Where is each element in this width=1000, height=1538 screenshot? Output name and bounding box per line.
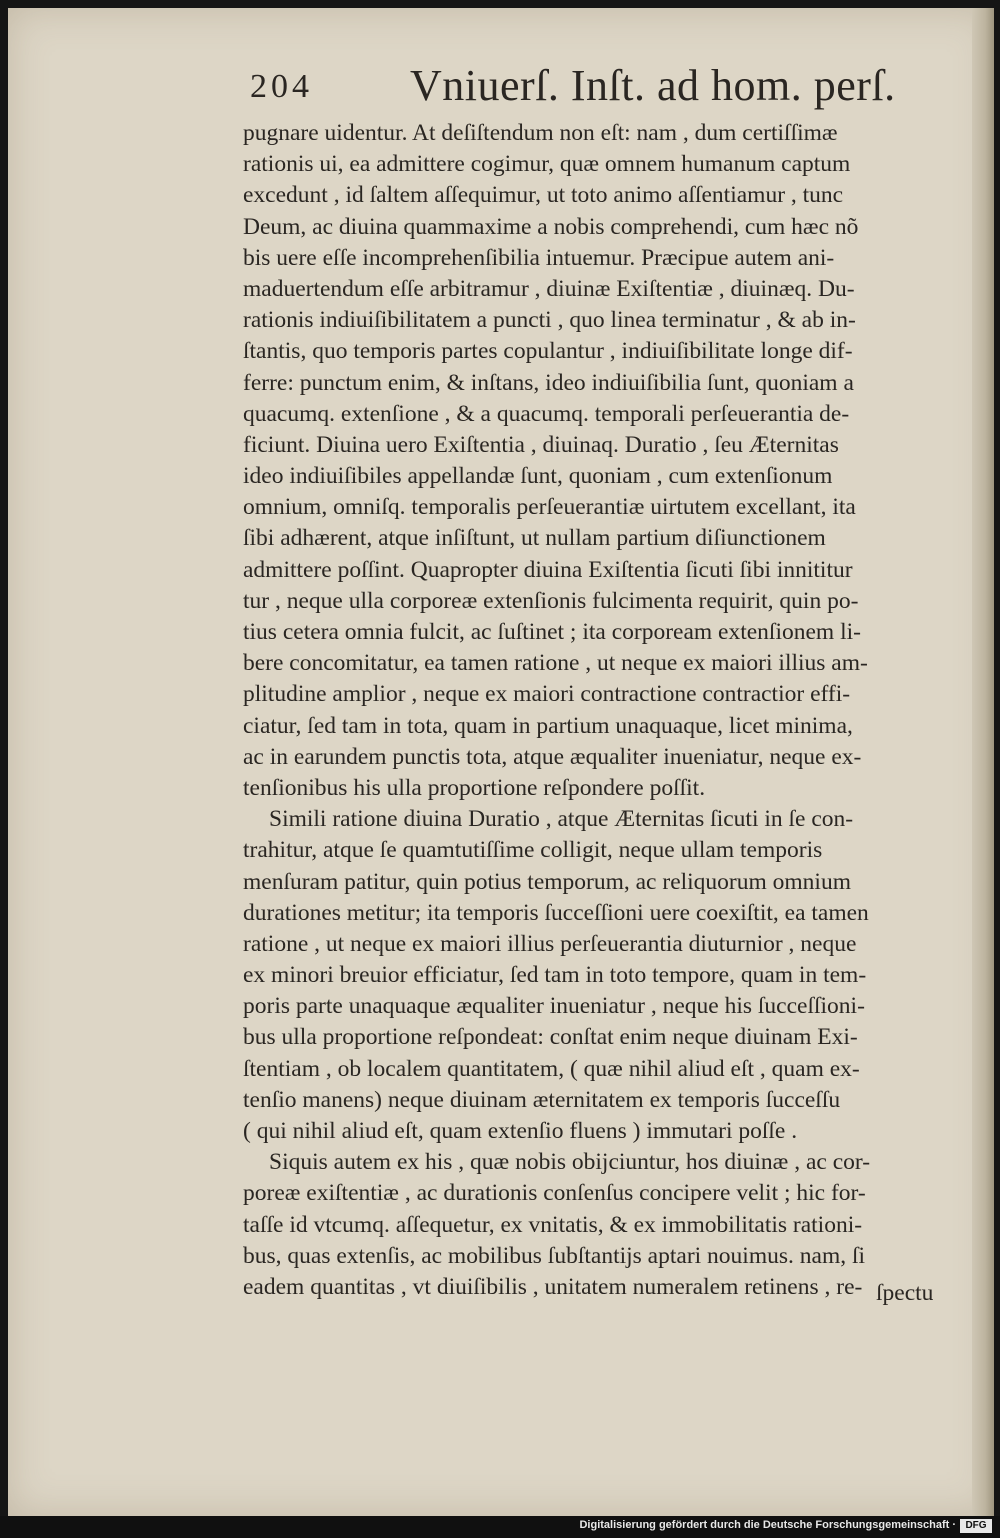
- text-line: omnium, omniſq. temporalis perſeuerantiæ uirtutem excellant, ita: [243, 494, 856, 521]
- text-line: tur , neque ulla corporeæ extenſionis fulcimenta requirit, quin po-: [243, 587, 859, 614]
- dfg-logo-icon: DFG: [960, 1519, 992, 1533]
- text-line: bus ulla proportione reſpondeat: conſtat enim neque diuinam Exi-: [243, 1024, 858, 1051]
- text-line: pugnare uidentur. At deſiſtendum non eſt: nam , dum certiſſimæ: [243, 120, 838, 146]
- text-line: maduertendum eſſe arbitramur , diuinæ Exiſtentiæ , diuinæq. Du-: [243, 275, 855, 302]
- text-line: ratione , ut neque ex maiori illius perſeuerantia diuturnior , neque: [243, 930, 857, 957]
- text-line: ficiunt. Diuina uero Exiſtentia , diuinaq. Duratio , ſeu Æternitas: [243, 431, 839, 458]
- text-line: plitudine amplior , neque ex maiori contractione contractior effi-: [243, 681, 851, 708]
- paragraph-start-line: Siquis autem ex his , quæ nobis obijciuntur, hos diuinæ , ac cor-: [269, 1149, 871, 1176]
- text-line: excedunt , id ſaltem aſſequimur, ut toto animo aſſentiamur , tunc: [243, 182, 844, 209]
- text-line: poris parte unaquaque æqualiter inueniatur , neque his ſucceſſioni-: [243, 993, 865, 1020]
- text-line: poreæ exiſtentiæ , ac durationis conſenſus concipere velit ; hic for-: [243, 1180, 866, 1207]
- text-line: rationis ui, ea admittere cogimur, quæ omnem humanum captum: [243, 151, 851, 178]
- text-line: ſtentiam , ob localem quantitatem, ( quæ nihil aliud eſt , quam ex-: [243, 1055, 860, 1082]
- text-line: quacumq. extenſione , & a quacumq. temporali perſeuerantia de-: [243, 400, 850, 427]
- page-number: 204: [250, 68, 313, 105]
- text-line: trahitur, atque ſe quamtutiſſime colligit, neque ullam temporis: [243, 837, 823, 864]
- text-line: Deum, ac diuina quammaxime a nobis comprehendi, cum hæc nõ: [243, 213, 859, 240]
- text-line: bis uere eſſe incomprehenſibilia intuemur. Præcipue autem ani-: [243, 244, 835, 271]
- text-line: tenſionibus his ulla proportione reſpondere poſſit.: [243, 774, 706, 801]
- text-line: ex minori breuior efficiatur, ſed tam in toto tempore, quam in tem-: [243, 962, 867, 989]
- text-line: ( qui nihil aliud eſt, quam extenſio fluens ) immutari poſſe .: [243, 1118, 798, 1144]
- text-line: durationes metitur; ita temporis ſucceſſioni uere coexiſtit, ea tamen: [243, 899, 869, 926]
- text-line: tius cetera omnia fulcit, ac ſuſtinet ; ita corpoream extenſionem li-: [243, 619, 861, 645]
- text-line: ſtantis, quo temporis partes copulantur , indiuiſibilitate longe dif-: [243, 338, 853, 365]
- catchword: ſpectu: [876, 1280, 934, 1306]
- text-line: admittere poſſint. Quapropter diuina Exiſtentia ſicuti ſibi innititur: [243, 556, 853, 583]
- body-text: [243, 118, 983, 1303]
- text-line: eadem quantitas , vt diuiſibilis , unitatem numeralem retinens , re-: [243, 1273, 863, 1300]
- running-title: Vniuerſ. Inſt. ad hom. perſ.: [410, 61, 896, 110]
- funding-credit: Digitalisierung gefördert durch die Deutsche Forschungsgemeinschaft ·: [579, 1519, 956, 1531]
- text-line: rationis indiuiſibilitatem a puncti , quo linea terminatur , & ab in-: [243, 307, 856, 334]
- text-line: taſſe id vtcumq. aſſequetur, ex vnitatis, & ex immobilitatis rationi-: [243, 1211, 863, 1238]
- text-line: ac in earundem punctis tota, atque æqualiter inueniatur, neque ex-: [243, 743, 862, 770]
- text-line: bere concomitatur, ea tamen ratione , ut neque ex maiori illius am-: [243, 650, 868, 677]
- paragraph-start-line: Simili ratione diuina Duratio , atque Æternitas ſicuti in ſe con-: [269, 806, 854, 833]
- text-line: ciatur, ſed tam in tota, quam in partium unaquaque, licet minima,: [243, 712, 853, 739]
- text-line: ideo indiuiſibiles appellandæ ſunt, quoniam , cum extenſionum: [243, 463, 833, 490]
- running-head: [250, 60, 896, 120]
- text-line: menſuram patitur, quin potius temporum, ac reliquorum omnium: [243, 868, 851, 895]
- text-line: ſibi adhærent, atque inſiſtunt, ut nullam partium diſiunctionem: [243, 525, 826, 552]
- text-line: ferre: punctum enim, & inſtans, ideo indiuiſibilia ſunt, quoniam a: [243, 369, 854, 396]
- text-line: bus, quas extenſis, ac mobilibus ſubſtantijs aptari nouimus. nam, ſi: [243, 1242, 866, 1269]
- text-line: tenſio manens) neque diuinam æternitatem ex temporis ſucceſſu: [243, 1086, 841, 1113]
